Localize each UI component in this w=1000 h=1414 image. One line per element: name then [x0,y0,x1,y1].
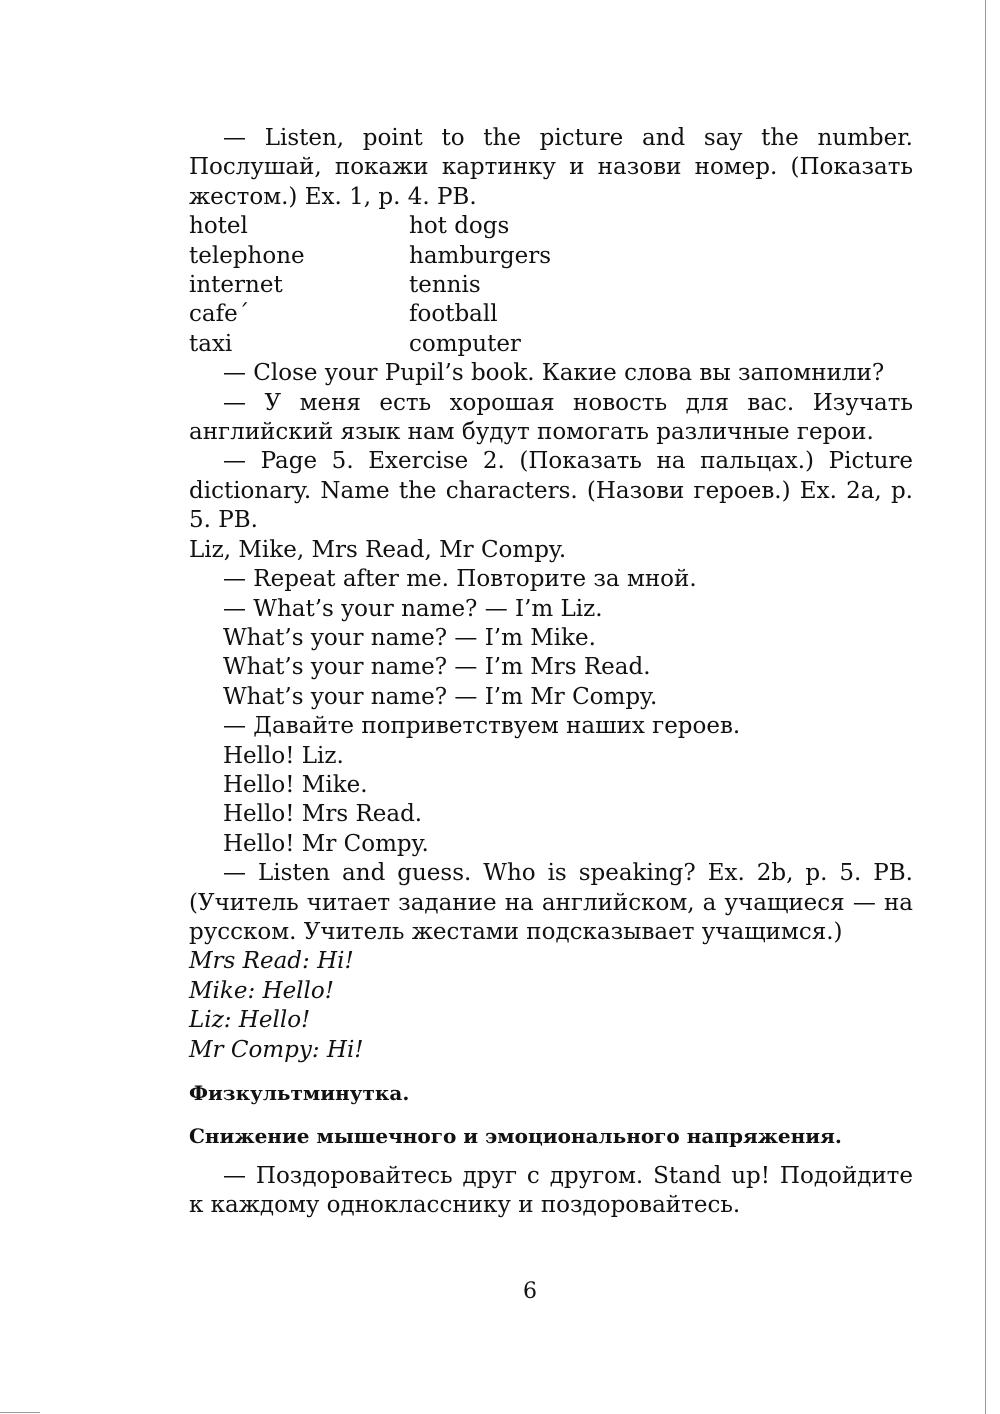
dialogue-line: What’s your name? — I’m Mike. [223,624,596,651]
word-left: taxi [189,330,233,357]
paragraph-listen-guess: — Listen and guess. Who is speaking? Ex. 2b, p. 5. PB. (Учитель читает задание на английском, а учащиеся — на русском. Учитель жестами подсказывает учащимся.) [189,860,913,945]
heading-fizminutka: Физкультминутка. [189,1081,410,1105]
characters-line: Liz, Mike, Mrs Read, Mr Compy. [189,536,567,563]
page-corner-line [0,1412,40,1413]
hello-line: Hello! Liz. [223,742,344,769]
word-left: cafe´ [189,301,250,328]
repeat-line: — Repeat after me. Повторите за мной. [223,566,697,593]
paragraph-page5: — Page 5. Exercise 2. (Показать на пальцах.) Picture dictionary. Name the characters. (Назови героев.) Ex. 2a, p. 5. PB. [189,448,913,534]
word-right: football [409,301,498,328]
page-edge-line [985,0,986,1414]
dialogue-line: What’s your name? — I’m Mrs Read. [223,654,651,681]
hello-line: Hello! Mr Compy. [223,830,429,857]
speaker-line: Mike: Hello! [189,977,334,1004]
dialogue-line: — What’s your name? — I’m Liz. [223,595,603,622]
speaker-line: Liz: Hello! [189,1007,311,1034]
body-text [189,124,913,1221]
word-right: hot dogs [409,213,510,240]
word-left: telephone [189,242,305,269]
paragraph-good-news: — У меня есть хорошая новость для вас. Изучать английский язык нам будут помогать различные герои. [189,389,913,446]
hello-line: Hello! Mrs Read. [223,801,423,828]
page-number: 6 [523,1279,537,1304]
speaker-line: Mr Compy: Hi! [189,1036,364,1063]
paragraph-close-book: — Close your Pupil’s book. Какие слова вы запомнили? [223,360,885,387]
hello-line: Hello! Mike. [223,771,368,798]
word-list [189,212,913,359]
word-right: tennis [409,272,481,299]
word-right: hamburgers [409,242,551,269]
greet-heroes-line: — Давайте поприветствуем наших героев. [223,713,741,740]
heading-reduction: Снижение мышечного и эмоционального напряжения. [189,1124,842,1149]
paragraph-final: — Поздоровайтесь друг с другом. Stand up! Подойдите к каждому однокласснику и поздоровайтесь. [189,1162,913,1219]
dialogue-line: What’s your name? — I’m Mr Compy. [223,683,658,710]
word-left: hotel [189,213,248,240]
word-right: computer [409,330,521,357]
word-left: internet [189,272,283,299]
paragraph-intro: — Listen, point to the picture and say the number. Послушай, покажи картинку и назови номер. (Показать жестом.) Ex. 1, p. 4. PB. [189,125,913,210]
speaker-line: Mrs Read: Hi! [189,948,354,975]
